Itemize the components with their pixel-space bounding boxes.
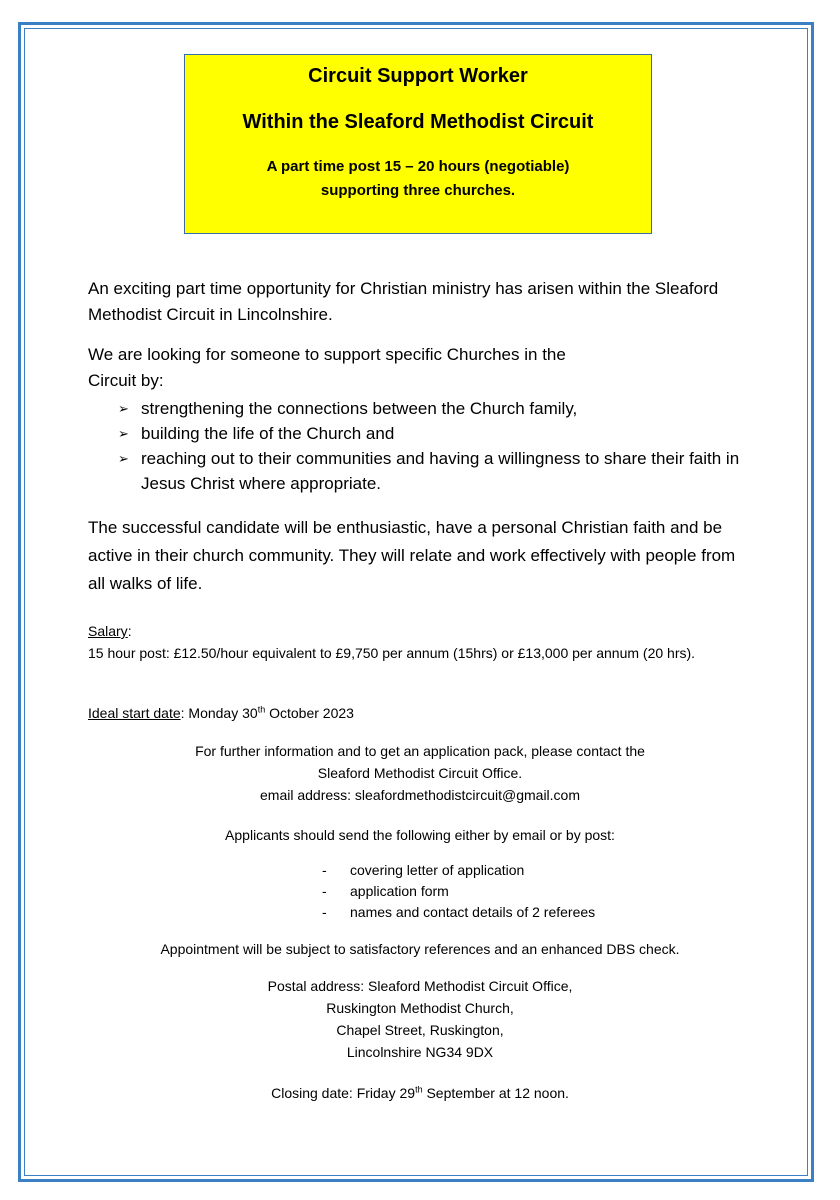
list-item-text: building the life of the Church and	[141, 424, 395, 443]
start-date-value: : Monday 30	[180, 705, 258, 721]
dash-bullet-icon: -	[322, 904, 327, 920]
list-item	[118, 446, 778, 496]
postal-line-3: Chapel Street, Ruskington,	[336, 1022, 504, 1038]
contact-info	[40, 740, 800, 806]
postal-line-2: Ruskington Methodist Church,	[326, 1000, 514, 1016]
salary-label: Salary	[88, 623, 128, 639]
contact-line-1: For further information and to get an application pack, please contact the	[195, 743, 645, 759]
salary-text: 15 hour post: £12.50/hour equivalent to £9,750 per annum (15hrs) or £13,000 per annum (20 hrs).	[88, 645, 696, 661]
start-date-label: Ideal start date	[88, 705, 181, 721]
list-item	[118, 421, 778, 446]
list-item-text: covering letter of application	[350, 862, 525, 878]
role-bullet-list	[118, 396, 778, 496]
header-post-line-1: A part time post 15 – 20 hours (negotiable)	[266, 158, 570, 175]
closing-date-suffix: September at 12 noon.	[422, 1085, 569, 1101]
list-item-text: application form	[350, 883, 449, 899]
appointment-text: Appointment will be subject to satisfactory references and an enhanced DBS check.	[160, 941, 680, 957]
salary-section	[88, 620, 748, 664]
arrow-bullet-icon: ➢	[118, 401, 129, 416]
list-item-text: names and contact details of 2 referees	[350, 904, 596, 920]
closing-date-prefix: Closing date: Friday 29	[271, 1085, 416, 1101]
list-item-text: reaching out to their communities and having a willingness to share their faith in Jesus Christ where appropriate.	[141, 449, 740, 493]
contact-email: email address: sleafordmethodistcircuit@gmail.com	[260, 787, 580, 803]
salary-colon: :	[127, 623, 132, 639]
header-post-line-2: supporting three churches.	[320, 182, 516, 199]
header-post-details	[185, 155, 651, 203]
contact-line-2: Sleaford Methodist Circuit Office.	[317, 765, 523, 781]
postal-line-1: Postal address: Sleaford Methodist Circuit Office,	[267, 978, 573, 994]
applicants-text: Applicants should send the following either by email or by post:	[225, 827, 615, 843]
start-date-sup: th	[257, 704, 266, 715]
list-item	[322, 860, 595, 881]
postal-line-4: Lincolnshire NG34 9DX	[346, 1044, 494, 1060]
closing-date	[40, 1082, 800, 1104]
header-box	[184, 54, 652, 234]
intro-paragraph: An exciting part time opportunity for Christian ministry has arisen within the Sleaford Methodist Circuit in Lincolnshire.	[88, 279, 719, 324]
dash-bullet-icon: -	[322, 883, 327, 899]
documents-list	[322, 860, 595, 923]
start-date	[88, 702, 354, 724]
list-item	[322, 902, 595, 923]
header-subtitle: Within the Sleaford Methodist Circuit	[242, 111, 594, 133]
dash-bullet-icon: -	[322, 862, 327, 878]
header-title: Circuit Support Worker	[308, 65, 528, 87]
candidate-paragraph: The successful candidate will be enthusiastic, have a personal Christian faith and be active in their church community. They will relate and work effectively with people from all walks of life.	[88, 518, 736, 593]
closing-date-sup: th	[415, 1084, 423, 1095]
start-date-month: October 2023	[265, 705, 354, 721]
postal-address	[40, 975, 800, 1063]
looking-for-paragraph: We are looking for someone to support specific Churches in the Circuit by:	[88, 345, 566, 390]
list-item	[118, 396, 778, 421]
arrow-bullet-icon: ➢	[118, 426, 129, 441]
list-item	[322, 881, 595, 902]
list-item-text: strengthening the connections between the Church family,	[141, 399, 578, 418]
arrow-bullet-icon: ➢	[118, 451, 129, 466]
